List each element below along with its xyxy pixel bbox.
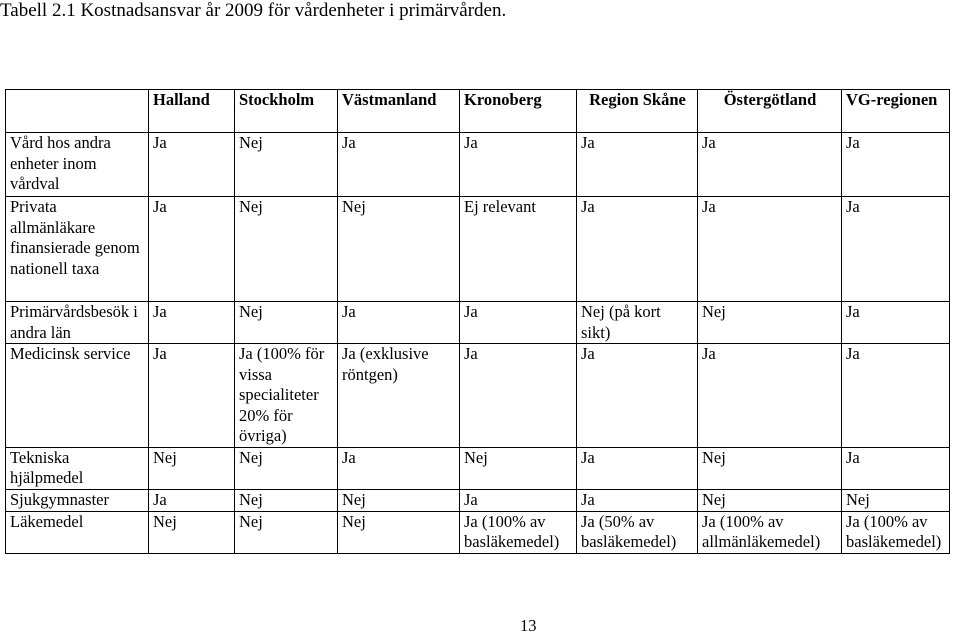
header-cell-ostergotland: Östergötland bbox=[698, 90, 842, 133]
table-cell: Nej bbox=[235, 489, 338, 511]
table-cell: Nej bbox=[235, 133, 338, 197]
table-cell: Ja (exklusive röntgen) bbox=[338, 344, 460, 448]
header-cell-kronoberg: Kronoberg bbox=[460, 90, 577, 133]
table-cell: Ja bbox=[577, 447, 698, 489]
header-cell-halland: Halland bbox=[149, 90, 235, 133]
table-cell: Ja bbox=[842, 133, 950, 197]
table-cell: Ej relevant bbox=[460, 197, 577, 302]
header-cell-vastmanland: Västmanland bbox=[338, 90, 460, 133]
table-cell: Ja bbox=[149, 489, 235, 511]
table-cell: Ja bbox=[149, 197, 235, 302]
row-label-cell: Vård hos andra enheter inom vårdval bbox=[6, 133, 149, 197]
table-cell: Ja bbox=[338, 133, 460, 197]
page-number: 13 bbox=[520, 616, 537, 635]
table-cell: Ja bbox=[842, 447, 950, 489]
table-cell: Ja (100% av basläkemedel) bbox=[842, 511, 950, 553]
table-cell: Nej bbox=[149, 511, 235, 553]
table-header-row bbox=[6, 90, 950, 133]
table-row bbox=[6, 344, 950, 448]
table-cell: Nej bbox=[235, 447, 338, 489]
table-cell: Ja bbox=[698, 344, 842, 448]
table-cell: Ja bbox=[460, 302, 577, 344]
table-cell: Ja bbox=[577, 133, 698, 197]
header-cell-vg-regionen: VG-regionen bbox=[842, 90, 950, 133]
table-cell: Ja bbox=[577, 489, 698, 511]
table-cell: Nej bbox=[338, 489, 460, 511]
row-label-cell: Medicinsk service bbox=[6, 344, 149, 448]
table-row bbox=[6, 511, 950, 553]
table-cell: Ja bbox=[842, 302, 950, 344]
header-cell-stockholm: Stockholm bbox=[235, 90, 338, 133]
table-cell: Ja bbox=[338, 447, 460, 489]
table-cell: Ja (100% för vissa specialiteter 20% för övriga) bbox=[235, 344, 338, 448]
table-cell: Ja (100% av basläkemedel) bbox=[460, 511, 577, 553]
table-cell: Ja bbox=[698, 197, 842, 302]
table-cell: Ja bbox=[338, 302, 460, 344]
table-row bbox=[6, 447, 950, 489]
table-cell: Nej (på kort sikt) bbox=[577, 302, 698, 344]
row-label-cell: Primärvårdsbesök i andra län bbox=[6, 302, 149, 344]
table-cell: Ja bbox=[149, 133, 235, 197]
table-row bbox=[6, 302, 950, 344]
table-cell: Nej bbox=[460, 447, 577, 489]
table-cell: Nej bbox=[698, 302, 842, 344]
table-cell: Ja (100% av allmänläkemedel) bbox=[698, 511, 842, 553]
table-cell: Nej bbox=[698, 447, 842, 489]
table-cell: Nej bbox=[338, 197, 460, 302]
table-cell: Ja bbox=[460, 489, 577, 511]
cost-responsibility-table bbox=[5, 89, 950, 554]
row-label-cell: Sjukgymnaster bbox=[6, 489, 149, 511]
table-cell: Ja bbox=[460, 344, 577, 448]
table-cell: Ja bbox=[842, 197, 950, 302]
header-cell-corner bbox=[6, 90, 149, 133]
row-label-cell: Läkemedel bbox=[6, 511, 149, 553]
header-cell-region-skane: Region Skåne bbox=[577, 90, 698, 133]
table-row bbox=[6, 197, 950, 302]
table-cell: Ja bbox=[698, 133, 842, 197]
table-cell: Nej bbox=[698, 489, 842, 511]
table-cell: Ja bbox=[577, 197, 698, 302]
table-cell: Ja bbox=[460, 133, 577, 197]
table-caption: Tabell 2.1 Kostnadsansvar år 2009 för vårdenheter i primärvården. bbox=[0, 0, 507, 21]
table-cell: Nej bbox=[235, 302, 338, 344]
table-cell: Ja bbox=[577, 344, 698, 448]
table-cell: Ja bbox=[149, 344, 235, 448]
row-label-cell: Tekniska hjälpmedel bbox=[6, 447, 149, 489]
table-cell: Nej bbox=[235, 197, 338, 302]
table-row bbox=[6, 133, 950, 197]
row-label-cell: Privata allmänläkare finansierade genom nationell taxa bbox=[6, 197, 149, 302]
table-cell: Nej bbox=[235, 511, 338, 553]
table-cell: Nej bbox=[149, 447, 235, 489]
table-row bbox=[6, 489, 950, 511]
table-cell: Nej bbox=[338, 511, 460, 553]
table-cell: Ja (50% av basläkemedel) bbox=[577, 511, 698, 553]
table-cell: Ja bbox=[842, 344, 950, 448]
table-cell: Ja bbox=[149, 302, 235, 344]
table-cell: Nej bbox=[842, 489, 950, 511]
